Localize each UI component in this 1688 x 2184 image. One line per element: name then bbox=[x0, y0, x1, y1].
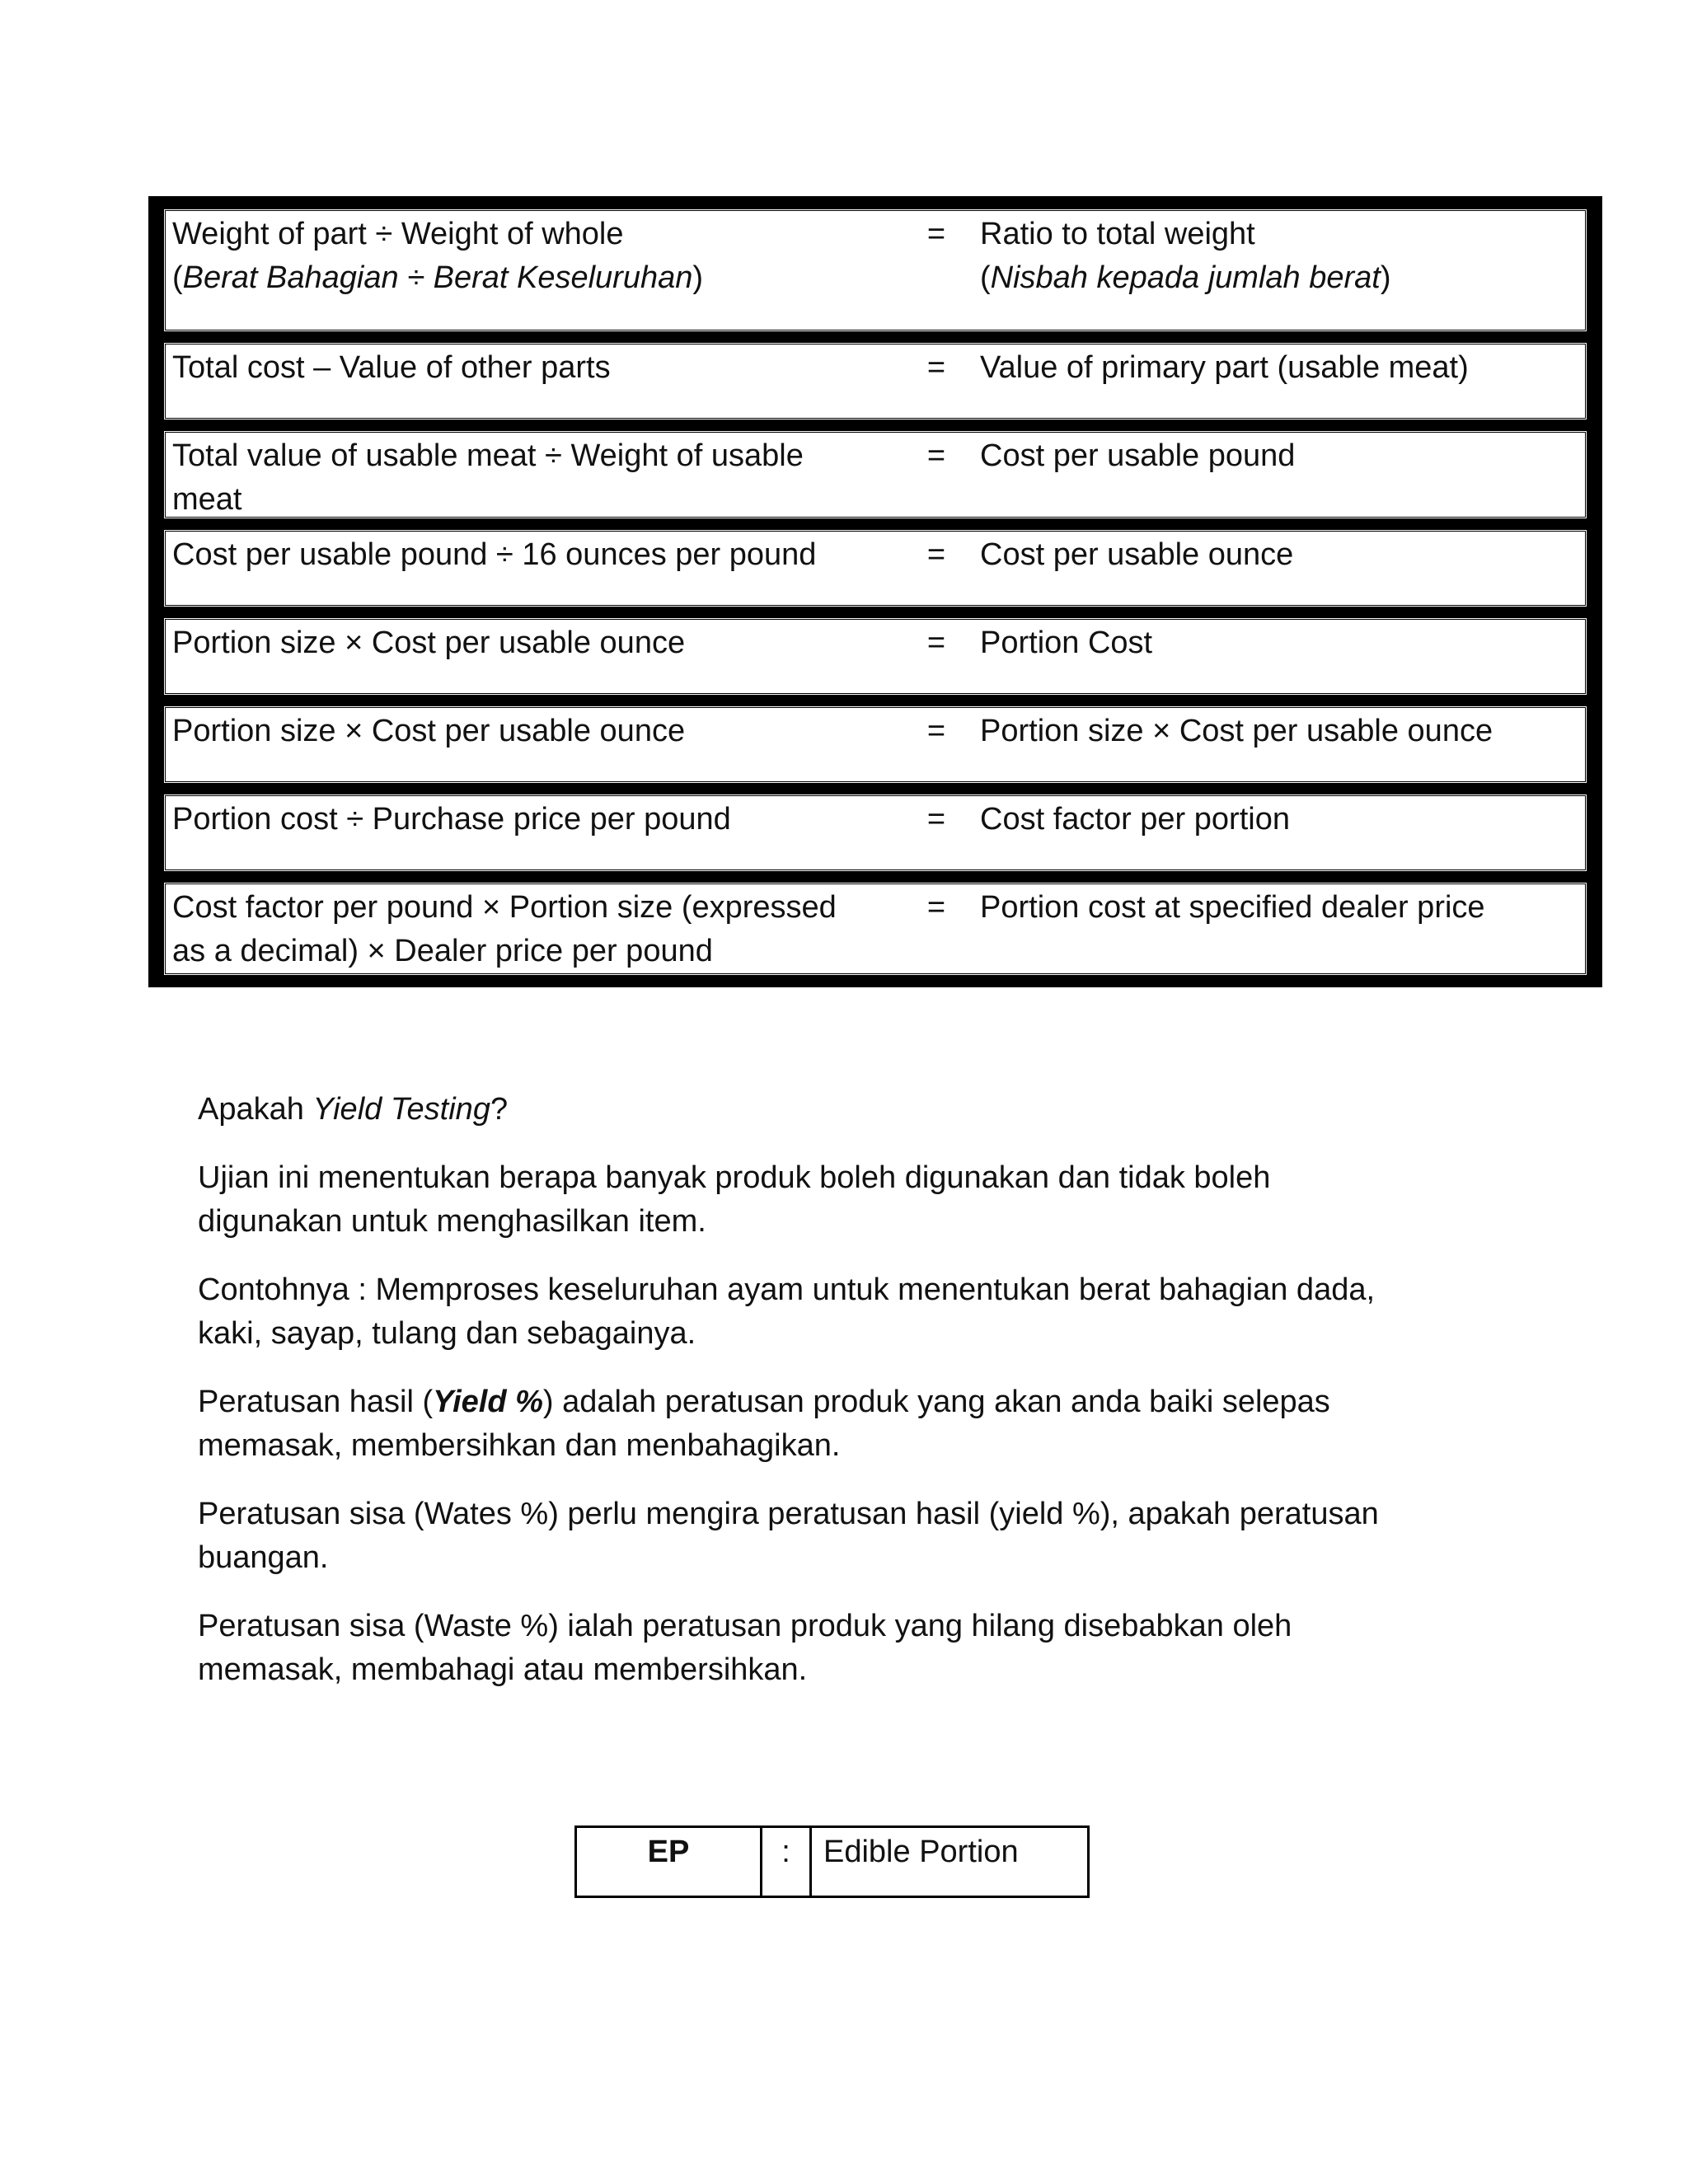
formula-right: Portion size × Cost per usable ounce bbox=[980, 714, 1493, 748]
paragraph-wates-percent: Peratusan sisa (Wates %) perlu mengira peratusan hasil (yield %), apakah peratusan buangan. bbox=[198, 1497, 1379, 1575]
formula-row-cost-factor bbox=[163, 794, 1587, 872]
formula-row-primary-value bbox=[163, 342, 1587, 420]
formula-left bbox=[172, 886, 914, 973]
formula-left-translation: (Berat Bahagian ÷ Berat Keseluruhan) bbox=[172, 260, 704, 295]
formula-row-cost-per-pound bbox=[163, 430, 1587, 519]
equals-sign: = bbox=[926, 438, 946, 473]
formula-row-cost-per-ounce bbox=[163, 529, 1587, 607]
formula-left bbox=[172, 434, 914, 522]
formula-left-line: Cost factor per pound × Portion size (expressed bbox=[172, 890, 837, 925]
formula-right: Cost factor per portion bbox=[980, 802, 1290, 837]
abbreviation-table bbox=[574, 1825, 1090, 1898]
formula-row-portion-cost bbox=[163, 617, 1587, 696]
formula-left: Cost per usable pound ÷ 16 ounces per pound bbox=[172, 537, 817, 572]
section-question: Apakah Yield Testing? bbox=[198, 1092, 509, 1127]
abbreviation-definition: Edible Portion bbox=[823, 1835, 1019, 1869]
formula-left-line: as a decimal) × Dealer price per pound bbox=[172, 934, 713, 968]
formula-right-text: Ratio to total weight bbox=[980, 217, 1255, 251]
paragraph-waste-percent: Peratusan sisa (Waste %) ialah peratusan produk yang hilang disebabkan oleh memasak, membahagi atau membersihkan. bbox=[198, 1609, 1292, 1687]
body-text bbox=[198, 1088, 1484, 1717]
paragraph-yield-percent: Peratusan hasil (Yield %) adalah peratusan produk yang akan anda baiki selepas memasak, membersihkan dan menbahagikan. bbox=[198, 1385, 1330, 1463]
formula-right bbox=[980, 213, 1573, 300]
formula-row-portion-size bbox=[163, 705, 1587, 784]
equals-sign: = bbox=[926, 537, 946, 572]
formula-left: Portion size × Cost per usable ounce bbox=[172, 714, 686, 748]
paragraph-example: Contohnya : Memproses keseluruhan ayam untuk menentukan berat bahagian dada, kaki, sayap, tulang dan sebagainya. bbox=[198, 1272, 1376, 1351]
formula-right: Portion cost at specified dealer price bbox=[980, 890, 1485, 925]
formula-right: Cost per usable pound bbox=[980, 438, 1296, 473]
abbreviation-separator: : bbox=[762, 1828, 812, 1896]
formula-right: Cost per usable ounce bbox=[980, 537, 1294, 572]
equals-sign: = bbox=[926, 217, 946, 251]
equals-sign: = bbox=[926, 714, 946, 748]
equals-sign: = bbox=[926, 802, 946, 837]
paragraph-definition: Ujian ini menentukan berapa banyak produk boleh digunakan dan tidak boleh digunakan untuk menghasilkan item. bbox=[198, 1160, 1271, 1239]
formula-left: Portion size × Cost per usable ounce bbox=[172, 626, 686, 660]
formula-left-line: Total value of usable meat ÷ Weight of usable bbox=[172, 438, 804, 473]
abbreviation-term: EP bbox=[577, 1828, 762, 1896]
formula-row-dealer-price bbox=[163, 882, 1587, 976]
formula-right-translation: (Nisbah kepada jumlah berat) bbox=[980, 260, 1391, 295]
formula-right: Value of primary part (usable meat) bbox=[980, 350, 1469, 385]
formula-left-text: Weight of part ÷ Weight of whole bbox=[172, 217, 624, 251]
equals-sign: = bbox=[926, 626, 946, 660]
formula-left bbox=[172, 213, 914, 300]
formula-left: Portion cost ÷ Purchase price per pound bbox=[172, 802, 731, 837]
equals-sign: = bbox=[926, 350, 946, 385]
formula-table bbox=[148, 196, 1602, 987]
formula-left: Total cost – Value of other parts bbox=[172, 350, 611, 385]
formula-right: Portion Cost bbox=[980, 626, 1153, 660]
formula-row-ratio bbox=[163, 209, 1587, 332]
formula-left-line: meat bbox=[172, 482, 242, 517]
equals-sign: = bbox=[926, 890, 946, 925]
